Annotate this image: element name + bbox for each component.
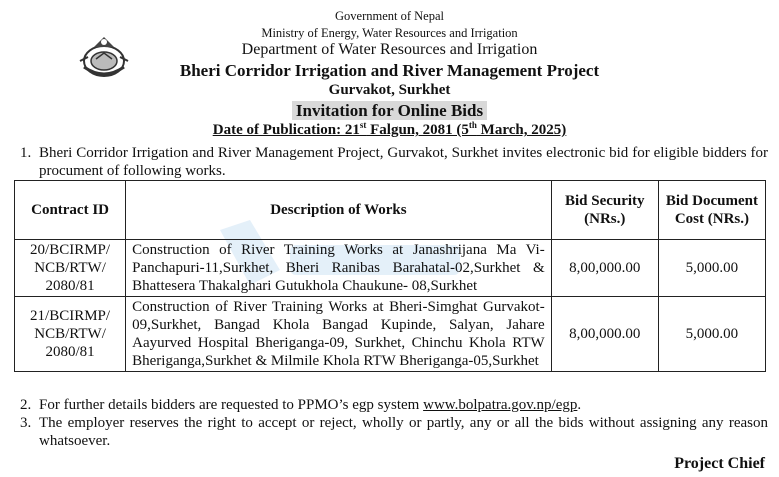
paragraph-reservation (20, 414, 768, 450)
notice-title (0, 101, 779, 121)
paragraph-text-end: . (577, 397, 582, 413)
date-superscript-2: th (468, 120, 477, 130)
date-prefix: Date of Publication: 21 (212, 122, 360, 138)
table-header-row (15, 181, 766, 240)
paragraph-text: Bheri Corridor Irrigation and River Management Project, Gurvakot, Surkhet invites electronic bid for eligible bidders for procument of following works. (39, 145, 768, 179)
description-cell: Construction of River Training Works at Bheri-Simghat Gurvakot-09,Surkhet, Bangad Khola Bangad Kupinde, Salyan, Jahare Aayurved Hospital Bheriganga-09, Surkhet, Chinchu Khola RTW Bheriganga,Surkhet & Milmile Khola RTW Bheriganga-05,Surkhet (126, 297, 552, 372)
publication-date-text (213, 122, 566, 138)
department-name: Department of Water Resources and Irrigation (241, 41, 538, 58)
bid-security-cell: 8,00,000.00 (551, 240, 658, 297)
works-table (14, 180, 766, 372)
paragraph-text: The employer reserves the right to accept or reject, wholly or partly, any or all the bids without assigning any reason whatsoever. (39, 415, 768, 449)
notice-title-text: Invitation for Online Bids (292, 101, 487, 120)
paragraph-number: 1. (20, 145, 32, 161)
table-row (15, 240, 766, 297)
signature-title: Project Chief (674, 455, 765, 472)
project-name: Bheri Corridor Irrigation and River Management Project (179, 61, 600, 80)
publication-date (0, 122, 779, 139)
date-superscript-1: st (359, 120, 367, 130)
header-document-cost: Bid Document Cost (NRs.) (658, 181, 765, 240)
paragraph-number: 2. (20, 397, 32, 413)
bolpatra-link[interactable]: www.bolpatra.gov.np/egp (423, 397, 578, 413)
date-suffix: March, 2025) (476, 122, 567, 138)
contract-id-cell: 21/BCIRMP/ NCB/RTW/ 2080/81 (15, 297, 126, 372)
paragraph-number: 3. (20, 415, 32, 431)
header-contract-id: Contract ID (15, 181, 126, 240)
contract-id-cell: 20/BCIRMP/ NCB/RTW/ 2080/81 (15, 240, 126, 297)
paragraph-text (20, 396, 768, 414)
project-location: Gurvakot, Surkhet (328, 82, 451, 98)
header-bid-security: Bid Security (NRs.) (551, 181, 658, 240)
paragraph-text-body: For further details bidders are requested to PPMO’s egp system (39, 397, 424, 413)
document-cost-cell: 5,000.00 (658, 240, 765, 297)
date-middle: Falgun, 2081 (5 (366, 122, 469, 138)
bid-security-cell: 8,00,000.00 (551, 297, 658, 372)
paragraph-invitation (20, 144, 768, 180)
ministry-name: Ministry of Energy, Water Resources and Irrigation (261, 26, 518, 40)
government-name: Government of Nepal (335, 9, 444, 23)
paragraph-further-details (20, 396, 768, 414)
table-row (15, 297, 766, 372)
document-cost-cell: 5,000.00 (658, 297, 765, 372)
header-description: Description of Works (126, 181, 552, 240)
description-cell: Construction of River Training Works at Janashrijana Ma Vi-Panchapuri-11,Surkhet, Bheri Ranibas Barahatal-02,Surkhet & Bhattesera Thakalghari Gutukhola Chaukune- 08,Surkhet (126, 240, 552, 297)
